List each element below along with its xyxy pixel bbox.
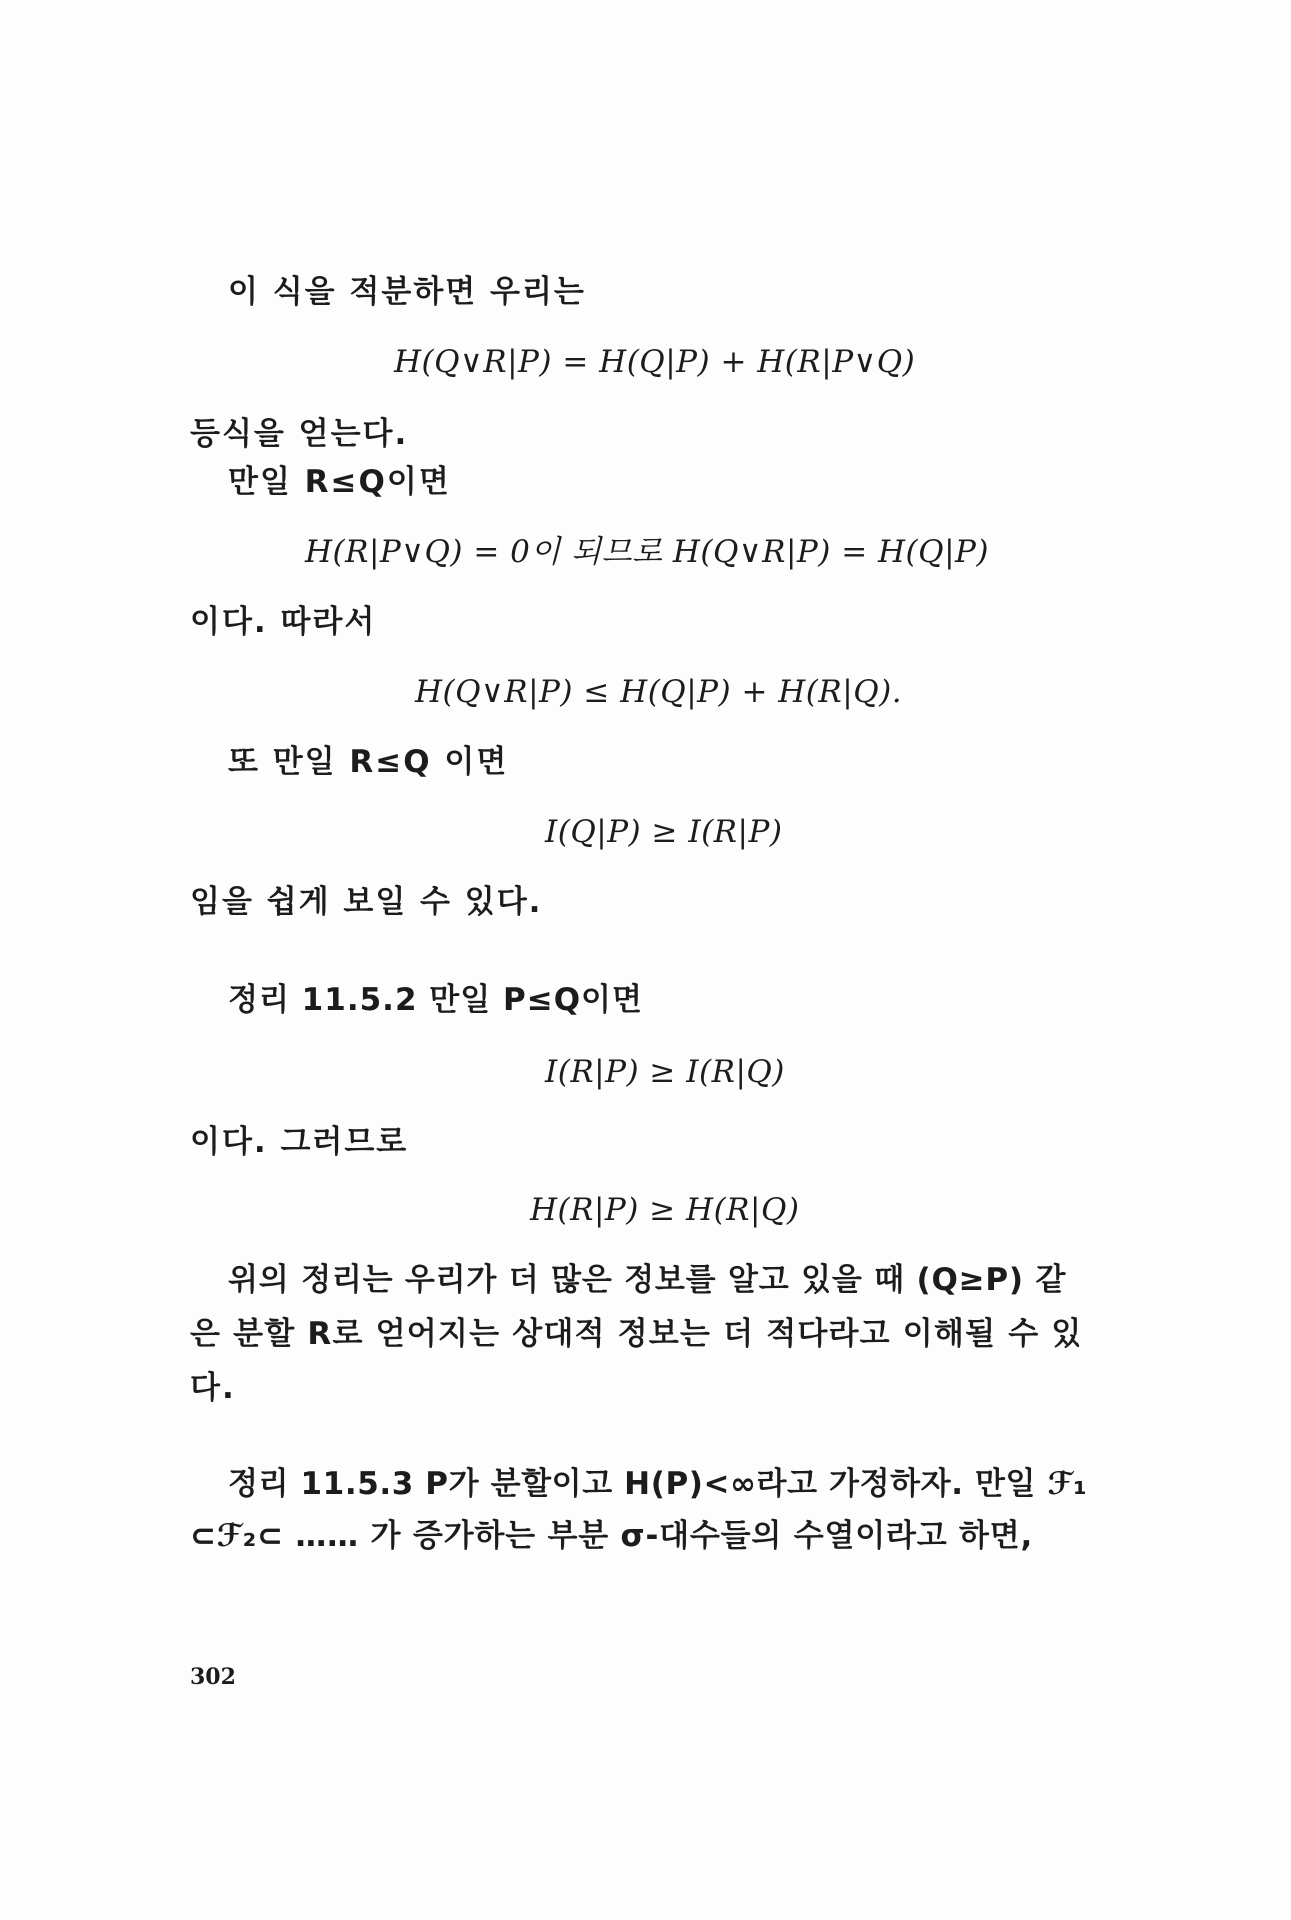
text-line-if-r-le-q: 만일 R≤Q이면	[228, 464, 451, 500]
equation-inequality: H(Q∨R|P) ≤ H(Q|P) + H(R|Q).	[415, 674, 903, 710]
paragraph-line-3: 다.	[190, 1370, 236, 1406]
theorem-11-5-3-statement-2: ⊂ℱ₂⊂ …… 가 증가하는 부분 σ-대수들의 수열이라고 하면,	[190, 1518, 1034, 1554]
theorem-11-5-3-statement-1: 정리 11.5.3 P가 분할이고 H(P)<∞라고 가정하자. 만일 ℱ₁	[228, 1466, 1088, 1502]
paragraph-line-1: 위의 정리는 우리가 더 많은 정보를 알고 있을 때 (Q≥P) 같	[228, 1262, 1067, 1298]
text-line-easy-to-show: 임을 쉽게 보일 수 있다.	[190, 884, 543, 920]
page-number: 302	[190, 1664, 236, 1690]
text-line-obtain: 등식을 얻는다.	[190, 416, 409, 452]
equation-zero-condition: H(R|P∨Q) = 0이 되므로 H(Q∨R|P) = H(Q|P)	[305, 534, 989, 570]
text-line-also-if: 또 만일 R≤Q 이면	[228, 744, 509, 780]
equation-information-inequality-1: I(Q|P) ≥ I(R|P)	[545, 814, 783, 850]
text-line-hence: 이다. 그러므로	[190, 1124, 409, 1160]
paragraph-line-2: 은 분할 R로 얻어지는 상대적 정보는 더 적다라고 이해될 수 있	[190, 1316, 1083, 1352]
equation-chain-rule: H(Q∨R|P) = H(Q|P) + H(R|P∨Q)	[394, 344, 916, 380]
equation-entropy-inequality: H(R|P) ≥ H(R|Q)	[530, 1192, 800, 1228]
theorem-11-5-2-statement: 정리 11.5.2 만일 P≤Q이면	[228, 982, 643, 1018]
text-line-therefore: 이다. 따라서	[190, 604, 377, 640]
text-line-integrate: 이 식을 적분하면 우리는	[228, 274, 586, 310]
equation-information-inequality-2: I(R|P) ≥ I(R|Q)	[545, 1054, 785, 1090]
